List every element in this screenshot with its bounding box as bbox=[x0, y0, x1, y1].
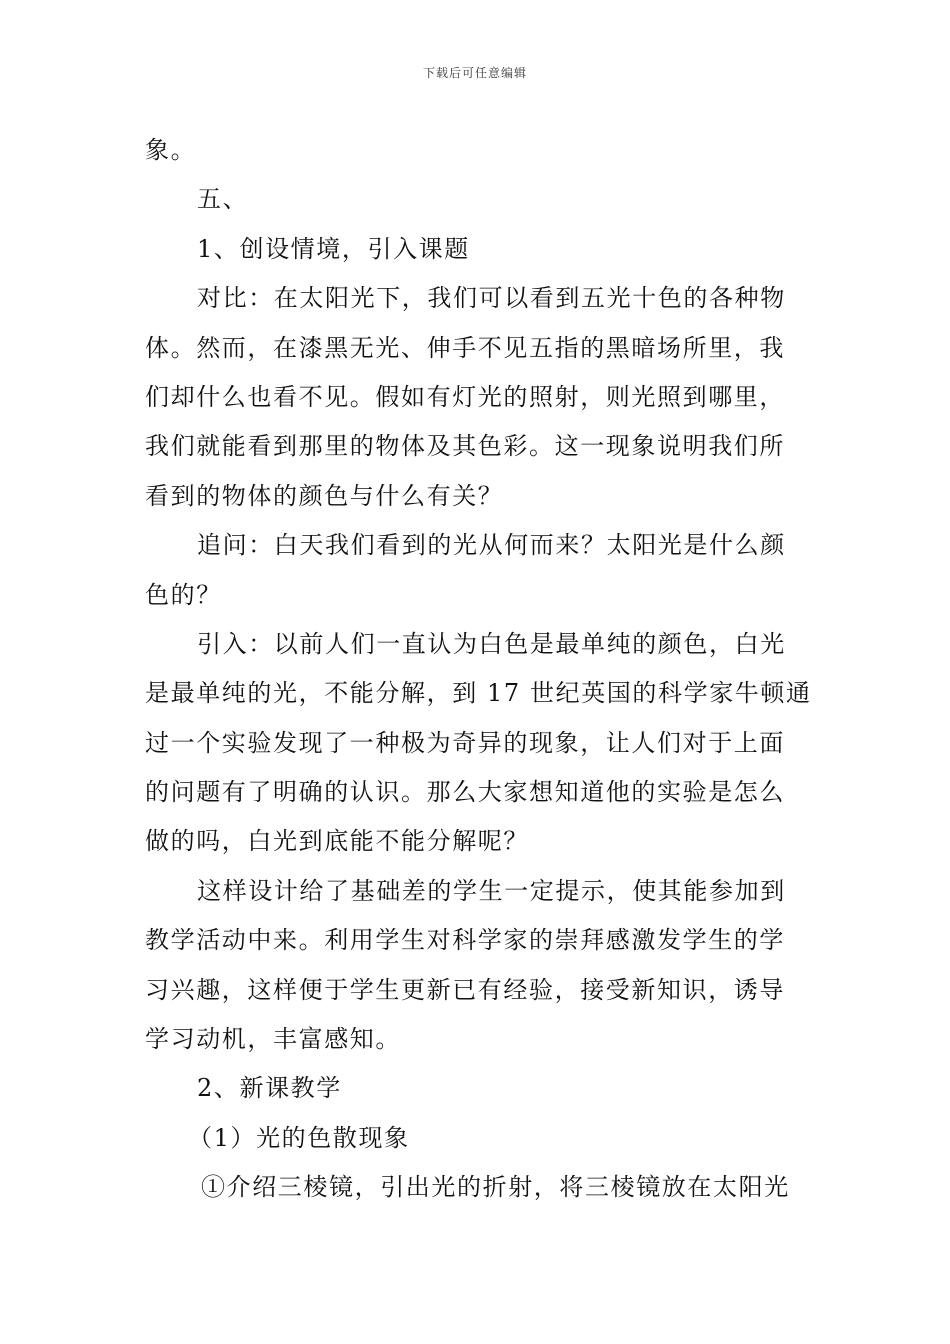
paragraph-line: 色的？ bbox=[145, 580, 222, 609]
paragraph-line: 看到的物体的颜色与什么有关？ bbox=[145, 481, 504, 510]
paragraph-line: 的问题有了明确的认识。那么大家想知道他的实验是怎么 bbox=[145, 778, 785, 807]
page-header: 下载后可任意编辑 bbox=[422, 66, 527, 80]
paragraph-line: 这样设计给了基础差的学生一定提示，使其能参加到 bbox=[197, 876, 786, 905]
paragraph-line: 做的吗，白光到底能不能分解呢？ bbox=[145, 827, 529, 856]
paragraph-line: 们却什么也看不见。假如有灯光的照射，则光照到哪里， bbox=[145, 382, 785, 411]
subsection-heading: 1、创设情境，引入课题 bbox=[197, 234, 470, 263]
paragraph-line: 学习动机，丰富感知。 bbox=[145, 1025, 401, 1054]
paragraph-line: 过一个实验发现了一种极为奇异的现象，让人们对于上面 bbox=[145, 728, 785, 757]
paragraph-line: 习兴趣，这样便于学生更新已有经验，接受新知识，诱导 bbox=[145, 975, 785, 1004]
paragraph-line: 教学活动中来。利用学生对科学家的崇拜感激发学生的学 bbox=[145, 926, 785, 955]
paragraph-line: ①介绍三棱镜，引出光的折射，将三棱镜放在太阳光 bbox=[201, 1173, 790, 1202]
subsection-heading: 2、新课教学 bbox=[197, 1074, 342, 1103]
paragraph-line: 是最单纯的光，不能分解，到 17 世纪英国的科学家牛顿通 bbox=[145, 679, 812, 708]
document-body bbox=[145, 126, 810, 1213]
section-heading: 五、 bbox=[197, 185, 249, 214]
paragraph-line: 对比：在太阳光下，我们可以看到五光十色的各种物 bbox=[197, 284, 786, 313]
subsection-heading: （1）光的色散现象 bbox=[188, 1123, 410, 1152]
paragraph-line: 引入：以前人们一直认为白色是最单纯的颜色，白光 bbox=[197, 629, 786, 658]
paragraph-line: 我们就能看到那里的物体及其色彩。这一现象说明我们所 bbox=[145, 432, 785, 461]
paragraph-line: 象。 bbox=[145, 136, 197, 164]
paragraph-line: 体。然而，在漆黑无光、伸手不见五指的黑暗场所里，我 bbox=[145, 333, 785, 362]
paragraph-line: 追问：白天我们看到的光从何而来？太阳光是什么颜 bbox=[197, 531, 786, 560]
